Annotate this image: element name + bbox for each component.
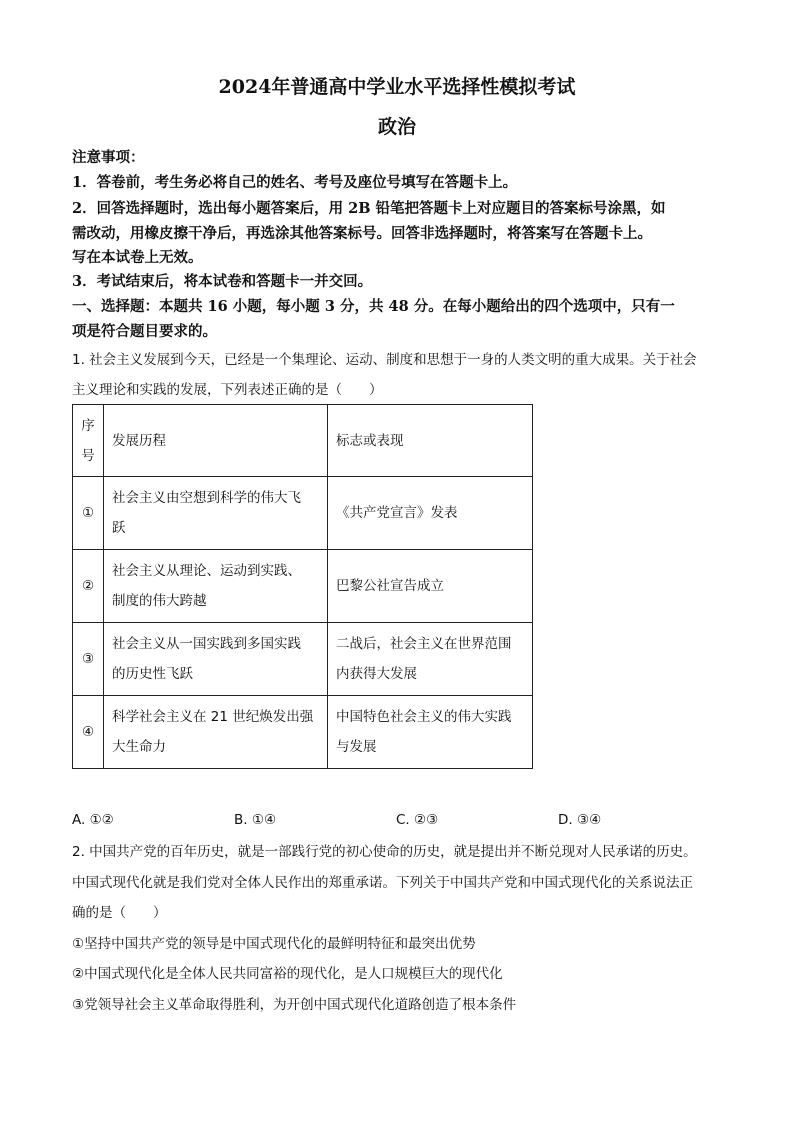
q1-stem-line-2: 主义理论和实践的发展，下列表述正确的是（ ）: [72, 382, 383, 398]
row-sign: [328, 623, 533, 696]
q1-option-d: D. ③④: [558, 812, 602, 828]
q2-stem-line-1: 2. 中国共产党的百年历史，就是一部践行党的初心使命的历史，就是提出并不断兑现对人民承诺的历史。: [72, 844, 697, 860]
row-sign-line-1: 巴黎公社宣告成立: [336, 578, 444, 594]
row-sign: [328, 550, 533, 623]
q1-options: [72, 808, 732, 832]
q2-statement-2: ②中国式现代化是全体人民共同富裕的现代化，是人口规模巨大的现代化: [72, 966, 503, 982]
row-course: [104, 623, 328, 696]
row-sign: [328, 696, 533, 769]
row-no: ②: [73, 550, 104, 623]
row-no: ①: [73, 477, 104, 550]
row-course: [104, 696, 328, 769]
exam-title: 2024年普通高中学业水平选择性模拟考试: [218, 76, 576, 98]
row-course-line-2: 跃: [112, 520, 126, 536]
header-course: 发展历程: [104, 405, 328, 477]
table-row: [73, 623, 533, 696]
header-no: [73, 405, 104, 477]
q2-stem-line-3: 确的是（ ）: [72, 905, 167, 921]
row-course-line-1: 社会主义由空想到科学的伟大飞: [112, 490, 301, 506]
q1-stem-line-1: 1. 社会主义发展到今天，已经是一个集理论、运动、制度和思想于一身的人类文明的重大成果。关于社会: [72, 352, 697, 368]
row-course-line-1: 社会主义从理论、运动到实践、: [112, 563, 301, 579]
row-no: ④: [73, 696, 104, 769]
note-2-line-2: 需改动，用橡皮擦干净后，再选涂其他答案标号。回答非选择题时，将答案写在答题卡上。: [72, 225, 652, 242]
row-course-line-2: 的历史性飞跃: [112, 666, 193, 682]
row-course-line-2: 大生命力: [112, 739, 166, 755]
row-course-line-2: 制度的伟大跨越: [112, 593, 207, 609]
row-course-line-1: 科学社会主义在 21 世纪焕发出强: [112, 709, 314, 725]
q1-table: [72, 404, 533, 769]
note-2-line-1: 2．回答选择题时，选出每小题答案后，用 2B 铅笔把答题卡上对应题目的答案标号涂黑，如: [72, 200, 666, 217]
row-course: [104, 550, 328, 623]
row-course: [104, 477, 328, 550]
table-row: [73, 477, 533, 550]
row-sign-line-2: 内获得大发展: [336, 666, 417, 682]
q1-option-c: C. ②③: [396, 812, 439, 828]
note-3: 3．考试结束后，将本试卷和答题卡一并交回。: [72, 273, 373, 290]
row-sign: [328, 477, 533, 550]
table-row: [73, 696, 533, 769]
table-row: [73, 550, 533, 623]
table-header-row: [73, 405, 533, 477]
note-1: 1．答卷前，考生务必将自己的姓名、考号及座位号填写在答题卡上。: [72, 174, 518, 191]
exam-subject: 政治: [377, 116, 416, 138]
q1-option-a: A. ①②: [72, 812, 114, 828]
section-1-instructions-line-2: 项是符合题目要求的。: [72, 323, 217, 340]
q2-statement-1: ①坚持中国共产党的领导是中国式现代化的最鲜明特征和最突出优势: [72, 936, 476, 952]
note-2-line-3: 写在本试卷上无效。: [72, 249, 203, 266]
row-no: ③: [73, 623, 104, 696]
header-sign: 标志或表现: [328, 405, 533, 477]
row-sign-line-1: 中国特色社会主义的伟大实践: [336, 709, 512, 725]
row-sign-line-2: 与发展: [336, 739, 377, 755]
row-sign-line-1: 二战后，社会主义在世界范围: [336, 636, 512, 652]
header-no-line-2: 号: [81, 447, 95, 464]
header-no-line-1: 序: [81, 417, 95, 434]
q2-statement-3: ③党领导社会主义革命取得胜利，为开创中国式现代化道路创造了根本条件: [72, 997, 517, 1013]
notes-heading: 注意事项：: [72, 149, 145, 166]
row-sign-line-1: 《共产党宣言》发表: [336, 505, 458, 521]
row-course-line-1: 社会主义从一国实践到多国实践: [112, 636, 301, 652]
section-1-instructions-line-1: 一、选择题：本题共 16 小题，每小题 3 分，共 48 分。在每小题给出的四个选项中，只有一: [72, 298, 675, 315]
q2-stem-line-2: 中国式现代化就是我们党对全体人民作出的郑重承诺。下列关于中国共产党和中国式现代化的关系说法正: [72, 875, 693, 891]
q1-option-b: B. ①④: [234, 812, 277, 828]
